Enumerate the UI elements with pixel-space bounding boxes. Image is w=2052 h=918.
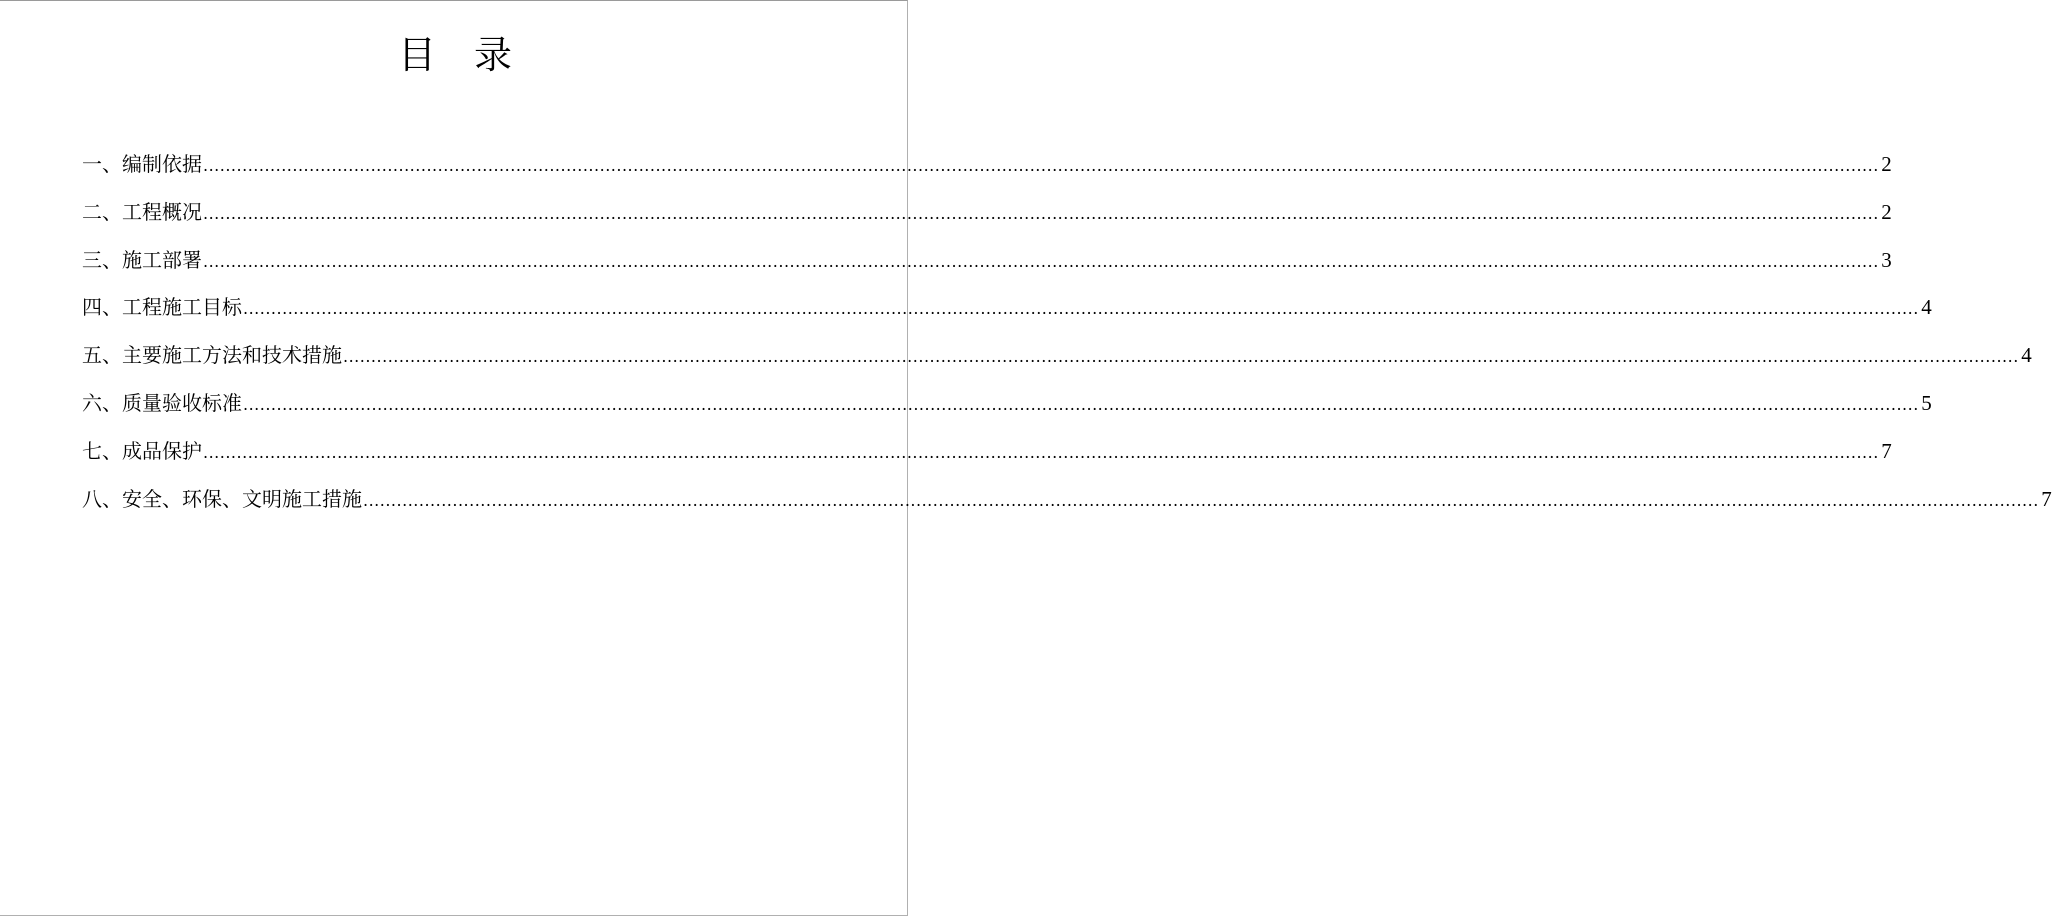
toc-entry-3[interactable] bbox=[82, 237, 1892, 285]
toc-entry-label: 四、工程施工目标 bbox=[82, 295, 242, 320]
toc-page-number: 2 bbox=[1881, 199, 1892, 224]
toc-dot-leader: ............................................................................................................................................................................................................................................................................................................ bbox=[203, 442, 1879, 462]
toc-page-number: 7 bbox=[2041, 486, 2052, 511]
toc-entry-5[interactable] bbox=[82, 332, 2032, 380]
table-of-contents bbox=[82, 141, 2052, 523]
toc-entry-8[interactable] bbox=[82, 476, 2052, 524]
toc-dot-leader: ............................................................................................................................................................................................................................................................................................................ bbox=[343, 347, 2019, 367]
toc-entry-label: 一、编制依据 bbox=[82, 152, 202, 176]
toc-entry-label: 二、工程概况 bbox=[82, 199, 202, 224]
toc-page-number: 7 bbox=[1881, 438, 1892, 463]
toc-entry-4[interactable] bbox=[82, 284, 1932, 332]
toc-dot-leader: ............................................................................................................................................................................................................................................................................................................ bbox=[203, 251, 1879, 271]
toc-dot-leader: ............................................................................................................................................................................................................................................................................................................ bbox=[363, 490, 2039, 510]
toc-entry-1[interactable] bbox=[82, 141, 1892, 189]
toc-dot-leader: ............................................................................................................................................................................................................................................................................................................ bbox=[243, 394, 1919, 414]
toc-entry-label: 七、成品保护 bbox=[82, 438, 202, 463]
toc-entry-7[interactable] bbox=[82, 428, 1892, 476]
toc-entry-2[interactable] bbox=[82, 189, 1892, 237]
toc-entry-label: 三、施工部署 bbox=[82, 247, 202, 272]
page-title: 目 录 bbox=[397, 33, 512, 77]
toc-entry-label: 五、主要施工方法和技术措施 bbox=[82, 343, 342, 368]
toc-entry-label: 六、质量验收标准 bbox=[82, 390, 242, 415]
toc-page-number: 4 bbox=[2021, 343, 2032, 368]
toc-entry-label: 八、安全、环保、文明施工措施 bbox=[82, 486, 362, 511]
toc-page-number: 3 bbox=[1881, 247, 1892, 272]
toc-page-number: 4 bbox=[1921, 295, 1932, 320]
toc-page-number: 5 bbox=[1921, 390, 1932, 415]
toc-page-number: 2 bbox=[1881, 152, 1892, 176]
toc-dot-leader: ............................................................................................................................................................................................................................................................................................................ bbox=[203, 203, 1879, 223]
toc-entry-6[interactable] bbox=[82, 380, 1932, 428]
toc-dot-leader: ............................................................................................................................................................................................................................................................................................................ bbox=[203, 156, 1879, 175]
toc-dot-leader: ............................................................................................................................................................................................................................................................................................................ bbox=[243, 299, 1919, 319]
